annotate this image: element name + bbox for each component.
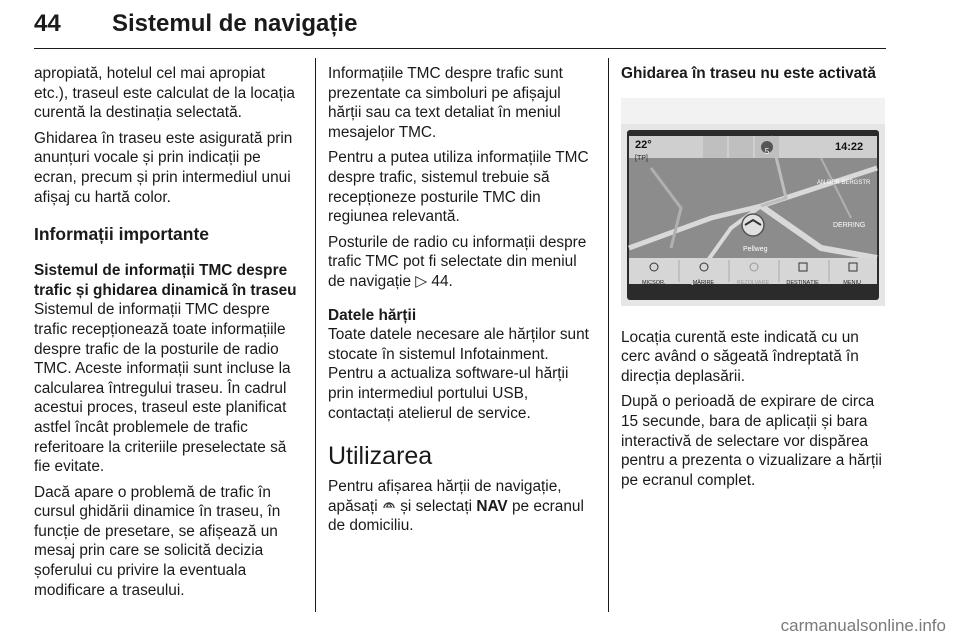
page-reference-icon: ▷ [415,272,428,290]
street-label: DERRING [833,221,866,229]
paragraph-text: și selectați [400,497,473,515]
subsection-heading: Ghidarea în traseu nu este activată [621,65,876,82]
chapter-title: Sistemul de navigație [112,10,358,37]
temperature-readout: 22° [635,138,652,151]
paragraph: După o perioadă de expirare de circa 15 secunde, bara de aplicații și bara interactivă de selectare vor dispărea pentru a prezenta o vizualizare a hărții pe ecranul complet. [621,393,882,489]
column-divider-2 [608,58,609,612]
page-header [34,10,886,50]
page-number: 44 [34,10,61,37]
watermark: carmanualsonline.info [780,616,946,635]
column-divider-1 [315,58,316,612]
nav-label: NAV [476,497,508,515]
resolve-button[interactable]: REZOLVARE [736,279,770,286]
zoom-in-button[interactable]: MĂRIRE [692,279,715,286]
home-button-icon [382,499,396,513]
column-1 [34,64,302,606]
paragraph-text: Pentru afișarea hărții de navigație, apăsați [328,478,562,515]
paragraph: Pentru a putea utiliza informațiile TMC despre trafic, sistemul trebuie să recepționeze posturile TMC din regiunea relevantă. [328,149,589,226]
header-divider [34,48,886,49]
page-reference: 44. [431,272,453,290]
menu-button[interactable]: MENIU [843,279,862,286]
interaction-bar-labels [629,274,877,294]
app-badge-count: 5 [764,146,770,156]
paragraph-text: Posturile de radio cu informații despre trafic TMC pot fi selectate din meniul de navigație [328,233,587,290]
paragraph: Ghidarea în traseu este asigurată prin anunțuri vocale și prin indicații pe ecran, precum și prin intermediul unui afișaj cu hartă color. [34,129,293,206]
subsection-heading: Datele hărții [328,306,417,324]
subsection-heading: Sistemul de informații TMC despre trafic și ghidarea dinamică în traseu [34,262,297,299]
tp-indicator: [TP] [635,154,648,162]
clock: 14:22 [835,140,864,153]
section-heading: Informații importante [34,224,210,245]
paragraph: Locația curentă este indicată cu un cerc având o săgeată îndreptată în direcția deplasării. [621,328,859,385]
paragraph [328,233,596,292]
paragraph: Dacă apare o problemă de trafic în cursul ghidării dinamice în traseu, în funcție de presetare, se afișează un mesaj prin care se solicită decizia șoferului cu privire la eventuala modificare a traseului. [34,483,281,599]
street-label: Pellweg [743,245,768,253]
column-3 [621,64,889,496]
paragraph: Sistemul de informații TMC despre trafic recepționează toate informațiile despre trafic de la posturile de radio TMC. Aceste informații sunt incluse la calcularea întregului traseu. În cadrul acestui proces, traseul este planificat astfel încât problemele de trafic referitoare la criteriile preselectate să fie evitate. [34,301,291,476]
zoom-out-button[interactable]: MICȘOR. [642,279,666,286]
paragraph: Informațiile TMC despre trafic sunt prezentate ca simboluri pe afișajul hărții sau ca text detaliat în meniul mesajelor TMC. [328,65,563,141]
street-label: AN DER BERGSTR [817,179,871,186]
paragraph: apropiată, hotelul cel mai apropiat etc.), traseul este calculat de la locația curentă la destinația selectată. [34,65,295,122]
paragraph [328,477,596,536]
column-2 [328,64,596,542]
paragraph: Toate datele necesare ale hărților sunt stocate în sistemul Infotainment. Pentru a actualiza software-ul hărții prin intermediul portului USB, contactați atelierul de service. [328,326,589,422]
paragraph-text: pe ecranul de domiciliu. [328,497,584,535]
section-title: Utilizarea [328,442,433,471]
destination-button[interactable]: DESTINAȚIE [786,279,819,286]
navigation-screen-image [621,98,885,306]
